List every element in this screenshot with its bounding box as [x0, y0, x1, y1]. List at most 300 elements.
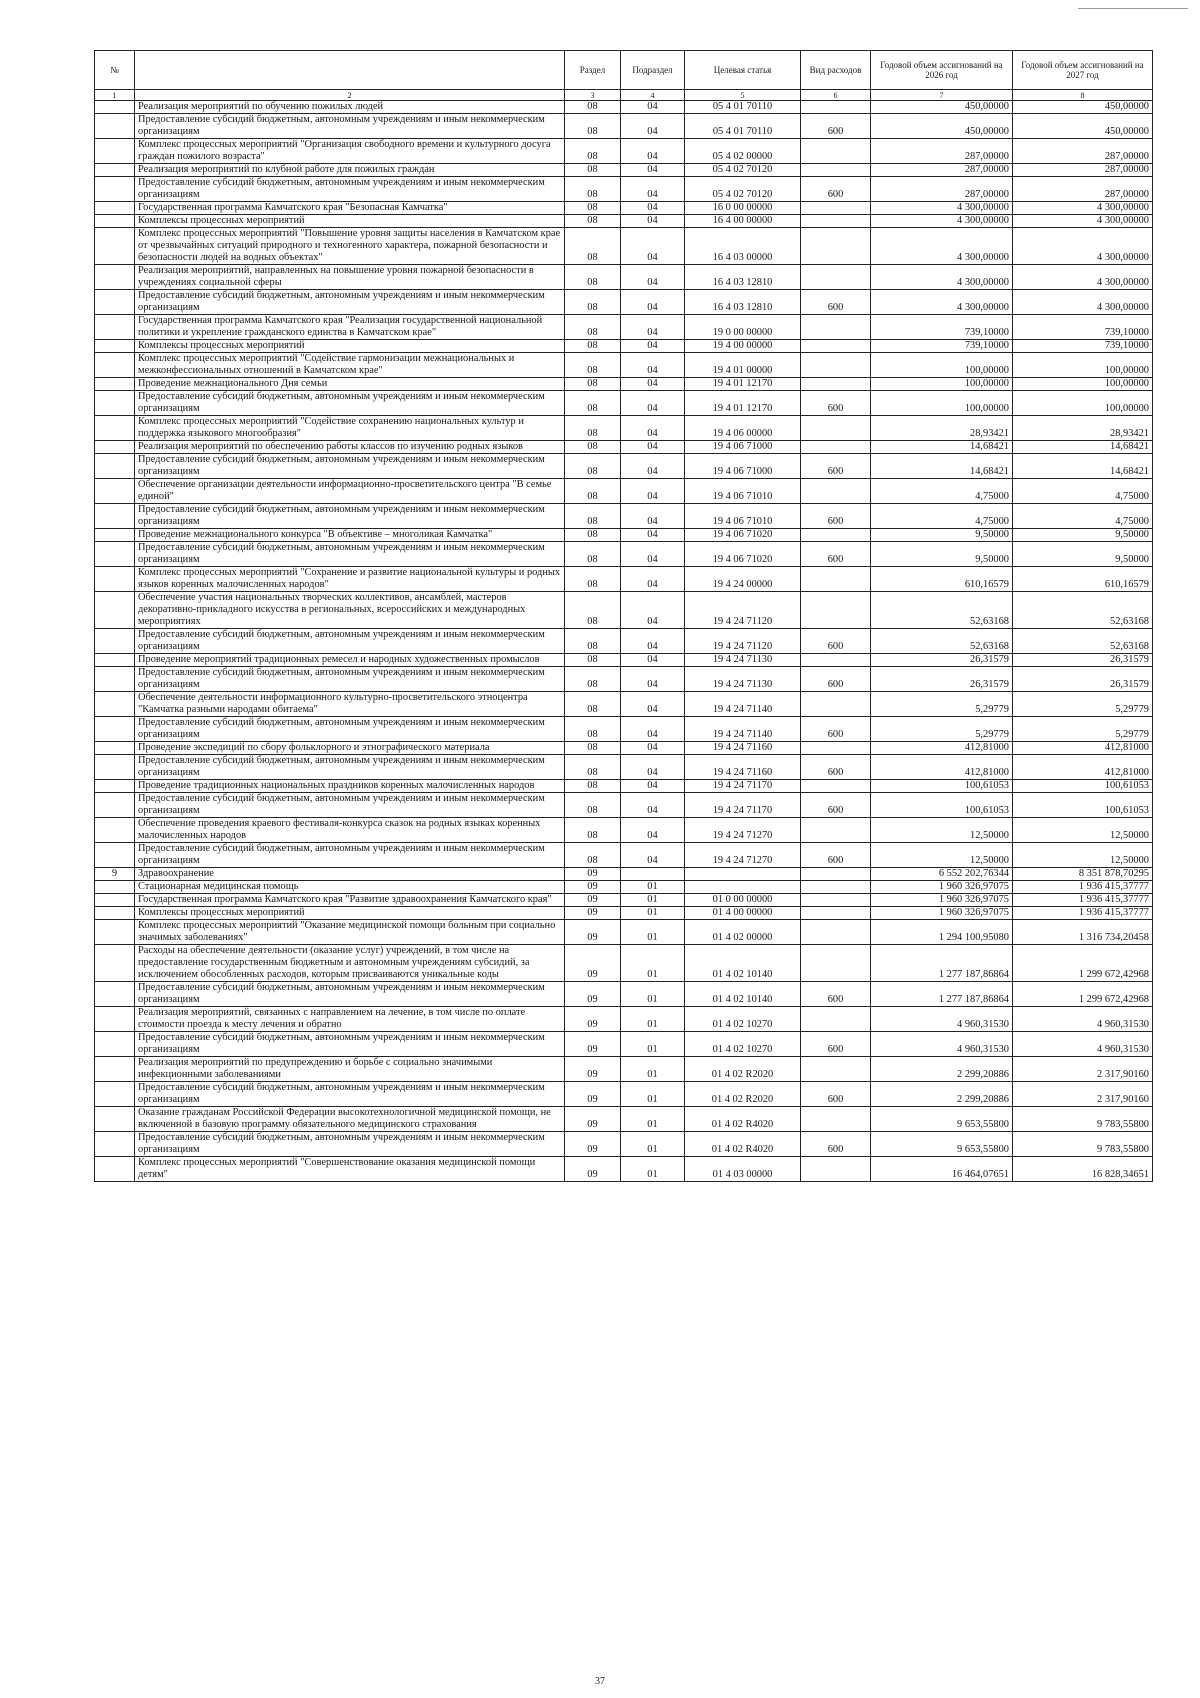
row-number — [95, 177, 135, 202]
row-amount-2027: 8 351 878,70295 — [1013, 868, 1153, 881]
row-amount-2027: 1 299 672,42968 — [1013, 945, 1153, 982]
row-name: Предоставление субсидий бюджетным, автономным учреждениям и иным некоммерческим организациям — [135, 793, 565, 818]
row-target-article: 19 4 24 71170 — [685, 793, 801, 818]
header-expense-type: Вид расходов — [801, 51, 871, 90]
row-section: 09 — [565, 1132, 621, 1157]
row-name: Государственная программа Камчатского края "Развитие здравоохранения Камчатского края" — [135, 894, 565, 907]
table-row — [95, 504, 1153, 529]
table-row — [95, 1157, 1153, 1182]
row-amount-2027: 739,10000 — [1013, 315, 1153, 340]
row-section: 08 — [565, 164, 621, 177]
header-allocation-2027: Годовой объем ассигнований на 2027 год — [1013, 51, 1153, 90]
row-name: Комплекс процессных мероприятий "Оказание медицинской помощи больным при социально значимых заболеваниях" — [135, 920, 565, 945]
row-target-article: 01 4 02 10270 — [685, 1007, 801, 1032]
table-row — [95, 907, 1153, 920]
table-row — [95, 542, 1153, 567]
row-amount-2027: 450,00000 — [1013, 101, 1153, 114]
row-target-article: 19 4 06 71010 — [685, 479, 801, 504]
row-target-article: 16 4 03 00000 — [685, 228, 801, 265]
row-target-article: 01 4 02 10140 — [685, 982, 801, 1007]
table-body — [95, 101, 1153, 1182]
row-subsection: 04 — [621, 416, 685, 441]
table-row — [95, 868, 1153, 881]
row-name: Проведение межнационального конкурса "В объективе – многоликая Камчатка" — [135, 529, 565, 542]
row-amount-2026: 4 960,31530 — [871, 1032, 1013, 1057]
row-expense-type — [801, 353, 871, 378]
row-amount-2027: 4 300,00000 — [1013, 265, 1153, 290]
column-index-cell: 8 — [1013, 90, 1153, 101]
row-target-article: 19 4 06 71020 — [685, 542, 801, 567]
row-amount-2027: 14,68421 — [1013, 454, 1153, 479]
row-subsection: 04 — [621, 101, 685, 114]
row-name: Предоставление субсидий бюджетным, автономным учреждениям и иным некоммерческим организациям — [135, 542, 565, 567]
row-number — [95, 717, 135, 742]
row-target-article: 01 4 02 R4020 — [685, 1107, 801, 1132]
row-amount-2026: 4,75000 — [871, 479, 1013, 504]
row-amount-2026: 16 464,07651 — [871, 1157, 1013, 1182]
row-amount-2027: 4 300,00000 — [1013, 215, 1153, 228]
row-number — [95, 215, 135, 228]
row-amount-2027: 9,50000 — [1013, 529, 1153, 542]
row-section: 08 — [565, 202, 621, 215]
row-number — [95, 894, 135, 907]
header-row — [95, 51, 1153, 90]
row-target-article: 05 4 02 00000 — [685, 139, 801, 164]
table-row — [95, 780, 1153, 793]
row-expense-type: 600 — [801, 667, 871, 692]
row-amount-2026: 12,50000 — [871, 843, 1013, 868]
table-row — [95, 1007, 1153, 1032]
row-amount-2027: 12,50000 — [1013, 843, 1153, 868]
row-amount-2027: 2 317,90160 — [1013, 1082, 1153, 1107]
row-amount-2026: 4,75000 — [871, 504, 1013, 529]
row-section: 09 — [565, 1032, 621, 1057]
row-target-article: 01 0 00 00000 — [685, 894, 801, 907]
row-amount-2026: 4 300,00000 — [871, 215, 1013, 228]
row-section: 08 — [565, 692, 621, 717]
row-number — [95, 479, 135, 504]
row-subsection: 01 — [621, 982, 685, 1007]
row-number — [95, 818, 135, 843]
row-target-article: 01 4 02 R2020 — [685, 1057, 801, 1082]
row-number — [95, 881, 135, 894]
row-section: 09 — [565, 1107, 621, 1132]
row-amount-2026: 26,31579 — [871, 667, 1013, 692]
row-subsection: 04 — [621, 504, 685, 529]
row-target-article: 01 4 02 10140 — [685, 945, 801, 982]
row-amount-2026: 100,00000 — [871, 378, 1013, 391]
row-amount-2027: 26,31579 — [1013, 654, 1153, 667]
row-target-article: 01 4 02 R4020 — [685, 1132, 801, 1157]
header-subsection: Подраздел — [621, 51, 685, 90]
row-target-article: 01 4 03 00000 — [685, 1157, 801, 1182]
row-amount-2027: 5,29779 — [1013, 692, 1153, 717]
row-subsection: 04 — [621, 164, 685, 177]
row-expense-type — [801, 920, 871, 945]
row-section: 08 — [565, 454, 621, 479]
row-expense-type: 600 — [801, 1082, 871, 1107]
row-number — [95, 945, 135, 982]
row-expense-type — [801, 742, 871, 755]
row-number — [95, 1132, 135, 1157]
row-expense-type — [801, 228, 871, 265]
row-section: 08 — [565, 177, 621, 202]
row-expense-type: 600 — [801, 454, 871, 479]
table-row — [95, 529, 1153, 542]
column-index-cell: 1 — [95, 90, 135, 101]
row-target-article: 16 0 00 00000 — [685, 202, 801, 215]
row-amount-2027: 4 300,00000 — [1013, 290, 1153, 315]
row-target-article: 19 4 24 71270 — [685, 843, 801, 868]
row-subsection: 04 — [621, 202, 685, 215]
row-expense-type — [801, 692, 871, 717]
row-target-article: 05 4 02 70120 — [685, 164, 801, 177]
row-name: Предоставление субсидий бюджетным, автономным учреждениям и иным некоммерческим организациям — [135, 843, 565, 868]
row-subsection: 01 — [621, 1032, 685, 1057]
row-subsection: 04 — [621, 592, 685, 629]
row-expense-type — [801, 945, 871, 982]
row-subsection: 04 — [621, 542, 685, 567]
column-index-cell: 4 — [621, 90, 685, 101]
row-expense-type: 600 — [801, 793, 871, 818]
row-subsection: 01 — [621, 1082, 685, 1107]
row-amount-2026: 412,81000 — [871, 755, 1013, 780]
row-amount-2027: 610,16579 — [1013, 567, 1153, 592]
row-expense-type — [801, 894, 871, 907]
row-amount-2027: 4,75000 — [1013, 504, 1153, 529]
row-target-article: 19 4 01 12170 — [685, 391, 801, 416]
row-subsection: 04 — [621, 340, 685, 353]
row-amount-2026: 5,29779 — [871, 717, 1013, 742]
row-amount-2026: 739,10000 — [871, 315, 1013, 340]
row-amount-2026: 9 653,55800 — [871, 1107, 1013, 1132]
row-target-article: 05 4 01 70110 — [685, 114, 801, 139]
row-section: 08 — [565, 592, 621, 629]
row-section: 09 — [565, 868, 621, 881]
row-expense-type: 600 — [801, 504, 871, 529]
row-number — [95, 1057, 135, 1082]
row-expense-type — [801, 1157, 871, 1182]
row-number — [95, 755, 135, 780]
row-amount-2026: 1 277 187,86864 — [871, 982, 1013, 1007]
row-target-article: 19 4 24 71160 — [685, 742, 801, 755]
table-row — [95, 228, 1153, 265]
row-amount-2027: 1 936 415,37777 — [1013, 894, 1153, 907]
row-name: Предоставление субсидий бюджетным, автономным учреждениям и иным некоммерческим организациям — [135, 982, 565, 1007]
table-row — [95, 340, 1153, 353]
row-target-article: 19 4 24 71130 — [685, 654, 801, 667]
row-target-article: 19 4 24 71120 — [685, 592, 801, 629]
row-section: 08 — [565, 228, 621, 265]
row-section: 09 — [565, 920, 621, 945]
table-row — [95, 654, 1153, 667]
row-name: Предоставление субсидий бюджетным, автономным учреждениям и иным некоммерческим организациям — [135, 755, 565, 780]
row-section: 08 — [565, 265, 621, 290]
row-amount-2027: 1 936 415,37777 — [1013, 907, 1153, 920]
table-row — [95, 592, 1153, 629]
row-amount-2027: 9 783,55800 — [1013, 1132, 1153, 1157]
row-expense-type — [801, 215, 871, 228]
row-target-article — [685, 868, 801, 881]
row-subsection: 01 — [621, 894, 685, 907]
row-target-article: 01 4 00 00000 — [685, 907, 801, 920]
row-name: Проведение межнационального Дня семьи — [135, 378, 565, 391]
table-row — [95, 1132, 1153, 1157]
row-number — [95, 164, 135, 177]
row-name: Проведение экспедиций по сбору фольклорного и этнографического материала — [135, 742, 565, 755]
row-section: 09 — [565, 894, 621, 907]
row-amount-2026: 4 300,00000 — [871, 265, 1013, 290]
table-row — [95, 629, 1153, 654]
row-subsection: 04 — [621, 378, 685, 391]
row-amount-2027: 739,10000 — [1013, 340, 1153, 353]
row-target-article: 19 4 06 71020 — [685, 529, 801, 542]
row-amount-2026: 28,93421 — [871, 416, 1013, 441]
row-expense-type — [801, 101, 871, 114]
table-row — [95, 793, 1153, 818]
row-subsection: 01 — [621, 907, 685, 920]
row-section: 08 — [565, 654, 621, 667]
row-section: 08 — [565, 818, 621, 843]
row-amount-2027: 2 317,90160 — [1013, 1057, 1153, 1082]
row-section: 08 — [565, 504, 621, 529]
table-row — [95, 692, 1153, 717]
row-section: 08 — [565, 391, 621, 416]
row-amount-2026: 52,63168 — [871, 592, 1013, 629]
table-row — [95, 717, 1153, 742]
row-number — [95, 504, 135, 529]
row-amount-2027: 16 828,34651 — [1013, 1157, 1153, 1182]
table-row — [95, 1082, 1153, 1107]
row-name: Государственная программа Камчатского края "Реализация государственной национальной политики и укрепление гражданского единства в Камчатском крае" — [135, 315, 565, 340]
row-number — [95, 920, 135, 945]
table-row — [95, 101, 1153, 114]
row-target-article: 19 4 24 71140 — [685, 692, 801, 717]
row-name: Комплекс процессных мероприятий "Совершенствование оказания медицинской помощи детям" — [135, 1157, 565, 1182]
row-number — [95, 1082, 135, 1107]
row-name: Предоставление субсидий бюджетным, автономным учреждениям и иным некоммерческим организациям — [135, 391, 565, 416]
table-row — [95, 215, 1153, 228]
row-amount-2027: 4 960,31530 — [1013, 1032, 1153, 1057]
row-name: Комплекс процессных мероприятий "Содействие гармонизации межнациональных и межконфессиональных отношений в Камчатском крае" — [135, 353, 565, 378]
corner-scan-mark — [1078, 8, 1188, 9]
row-expense-type: 600 — [801, 755, 871, 780]
row-subsection: 04 — [621, 215, 685, 228]
row-number — [95, 654, 135, 667]
row-subsection: 01 — [621, 881, 685, 894]
table-row — [95, 378, 1153, 391]
row-name: Комплексы процессных мероприятий — [135, 907, 565, 920]
row-number — [95, 315, 135, 340]
table-row — [95, 391, 1153, 416]
row-name: Проведение традиционных национальных праздников коренных малочисленных народов — [135, 780, 565, 793]
row-target-article: 19 4 24 71270 — [685, 818, 801, 843]
table-row — [95, 742, 1153, 755]
row-name: Предоставление субсидий бюджетным, автономным учреждениям и иным некоммерческим организациям — [135, 717, 565, 742]
row-section: 08 — [565, 353, 621, 378]
row-name: Предоставление субсидий бюджетным, автономным учреждениям и иным некоммерческим организациям — [135, 1132, 565, 1157]
row-section: 08 — [565, 629, 621, 654]
row-expense-type — [801, 139, 871, 164]
row-section: 09 — [565, 1082, 621, 1107]
header-allocation-2026: Годовой объем ассигнований на 2026 год — [871, 51, 1013, 90]
table-row — [95, 1057, 1153, 1082]
row-number — [95, 454, 135, 479]
row-section: 08 — [565, 290, 621, 315]
row-amount-2027: 4 300,00000 — [1013, 202, 1153, 215]
row-expense-type — [801, 592, 871, 629]
row-expense-type — [801, 340, 871, 353]
row-section: 08 — [565, 793, 621, 818]
row-subsection: 01 — [621, 1107, 685, 1132]
row-amount-2027: 287,00000 — [1013, 177, 1153, 202]
row-name: Предоставление субсидий бюджетным, автономным учреждениям и иным некоммерческим организациям — [135, 667, 565, 692]
row-expense-type — [801, 654, 871, 667]
row-subsection: 04 — [621, 692, 685, 717]
row-subsection: 04 — [621, 290, 685, 315]
row-name: Стационарная медицинская помощь — [135, 881, 565, 894]
row-number — [95, 629, 135, 654]
row-number — [95, 114, 135, 139]
row-expense-type: 600 — [801, 1132, 871, 1157]
row-subsection: 01 — [621, 1132, 685, 1157]
row-amount-2026: 14,68421 — [871, 454, 1013, 479]
row-number — [95, 139, 135, 164]
row-subsection: 04 — [621, 139, 685, 164]
row-target-article: 01 4 02 10270 — [685, 1032, 801, 1057]
table-row — [95, 755, 1153, 780]
row-number — [95, 391, 135, 416]
row-subsection: 01 — [621, 1057, 685, 1082]
row-subsection: 04 — [621, 780, 685, 793]
row-number — [95, 340, 135, 353]
row-target-article: 19 4 24 71130 — [685, 667, 801, 692]
row-expense-type: 600 — [801, 717, 871, 742]
row-amount-2027: 12,50000 — [1013, 818, 1153, 843]
row-expense-type — [801, 202, 871, 215]
row-number — [95, 353, 135, 378]
row-section: 08 — [565, 479, 621, 504]
table-row — [95, 818, 1153, 843]
row-section: 08 — [565, 340, 621, 353]
table-row — [95, 139, 1153, 164]
row-expense-type — [801, 818, 871, 843]
row-number — [95, 982, 135, 1007]
row-subsection: 04 — [621, 755, 685, 780]
row-amount-2026: 1 960 326,97075 — [871, 881, 1013, 894]
row-amount-2027: 26,31579 — [1013, 667, 1153, 692]
row-target-article: 05 4 02 70120 — [685, 177, 801, 202]
header-section: Раздел — [565, 51, 621, 90]
row-subsection: 04 — [621, 177, 685, 202]
row-subsection: 04 — [621, 567, 685, 592]
row-number — [95, 529, 135, 542]
row-number — [95, 378, 135, 391]
row-target-article: 19 4 06 71010 — [685, 504, 801, 529]
row-target-article: 16 4 03 12810 — [685, 265, 801, 290]
table-row — [95, 454, 1153, 479]
row-expense-type: 600 — [801, 542, 871, 567]
row-subsection: 01 — [621, 920, 685, 945]
row-section: 09 — [565, 1007, 621, 1032]
row-name: Реализация мероприятий, связанных с направлением на лечение, в том числе по оплате стоимости проезда к месту лечения и обратно — [135, 1007, 565, 1032]
row-subsection: 04 — [621, 742, 685, 755]
row-subsection: 04 — [621, 454, 685, 479]
row-name: Комплекс процессных мероприятий "Организация свободного времени и культурного досуга граждан пожилого возраста" — [135, 139, 565, 164]
row-amount-2026: 450,00000 — [871, 114, 1013, 139]
row-amount-2026: 2 299,20886 — [871, 1082, 1013, 1107]
row-section: 08 — [565, 843, 621, 868]
row-target-article — [685, 881, 801, 894]
row-amount-2026: 4 300,00000 — [871, 202, 1013, 215]
table-row — [95, 667, 1153, 692]
table-row — [95, 1107, 1153, 1132]
row-amount-2027: 412,81000 — [1013, 742, 1153, 755]
row-target-article: 19 4 24 00000 — [685, 567, 801, 592]
row-section: 08 — [565, 378, 621, 391]
row-number — [95, 1007, 135, 1032]
table-row — [95, 843, 1153, 868]
row-target-article: 19 4 01 00000 — [685, 353, 801, 378]
column-index-cell: 2 — [135, 90, 565, 101]
row-target-article: 19 4 24 71160 — [685, 755, 801, 780]
table-row — [95, 881, 1153, 894]
row-section: 08 — [565, 441, 621, 454]
row-expense-type — [801, 780, 871, 793]
row-expense-type — [801, 1057, 871, 1082]
row-number — [95, 1157, 135, 1182]
table-row — [95, 441, 1153, 454]
row-name: Предоставление субсидий бюджетным, автономным учреждениям и иным некоммерческим организациям — [135, 454, 565, 479]
row-expense-type: 600 — [801, 1032, 871, 1057]
row-number — [95, 692, 135, 717]
row-target-article: 16 4 00 00000 — [685, 215, 801, 228]
row-expense-type — [801, 416, 871, 441]
row-subsection: 04 — [621, 479, 685, 504]
row-number — [95, 907, 135, 920]
row-amount-2027: 100,00000 — [1013, 353, 1153, 378]
row-number — [95, 416, 135, 441]
row-subsection: 04 — [621, 391, 685, 416]
row-section: 09 — [565, 1057, 621, 1082]
row-amount-2026: 100,61053 — [871, 793, 1013, 818]
header-num: № — [95, 51, 135, 90]
row-amount-2026: 100,00000 — [871, 391, 1013, 416]
row-name: Реализация мероприятий по обеспечению работы классов по изучению родных языков — [135, 441, 565, 454]
header-name — [135, 51, 565, 90]
row-name: Предоставление субсидий бюджетным, автономным учреждениям и иным некоммерческим организациям — [135, 177, 565, 202]
row-section: 08 — [565, 215, 621, 228]
row-expense-type: 600 — [801, 629, 871, 654]
row-target-article: 19 4 06 00000 — [685, 416, 801, 441]
row-name: Комплексы процессных мероприятий — [135, 340, 565, 353]
row-amount-2027: 52,63168 — [1013, 629, 1153, 654]
row-amount-2027: 287,00000 — [1013, 164, 1153, 177]
row-expense-type — [801, 529, 871, 542]
row-expense-type: 600 — [801, 391, 871, 416]
table-row — [95, 920, 1153, 945]
column-index-cell: 5 — [685, 90, 801, 101]
row-name: Предоставление субсидий бюджетным, автономным учреждениям и иным некоммерческим организациям — [135, 290, 565, 315]
row-amount-2027: 450,00000 — [1013, 114, 1153, 139]
row-subsection: 04 — [621, 793, 685, 818]
row-name: Реализация мероприятий по клубной работе для пожилых граждан — [135, 164, 565, 177]
row-amount-2027: 100,61053 — [1013, 780, 1153, 793]
row-expense-type — [801, 1007, 871, 1032]
row-section: 09 — [565, 945, 621, 982]
row-name: Обеспечение проведения краевого фестиваля-конкурса сказок на родных языках коренных малочисленных народов — [135, 818, 565, 843]
row-expense-type — [801, 164, 871, 177]
